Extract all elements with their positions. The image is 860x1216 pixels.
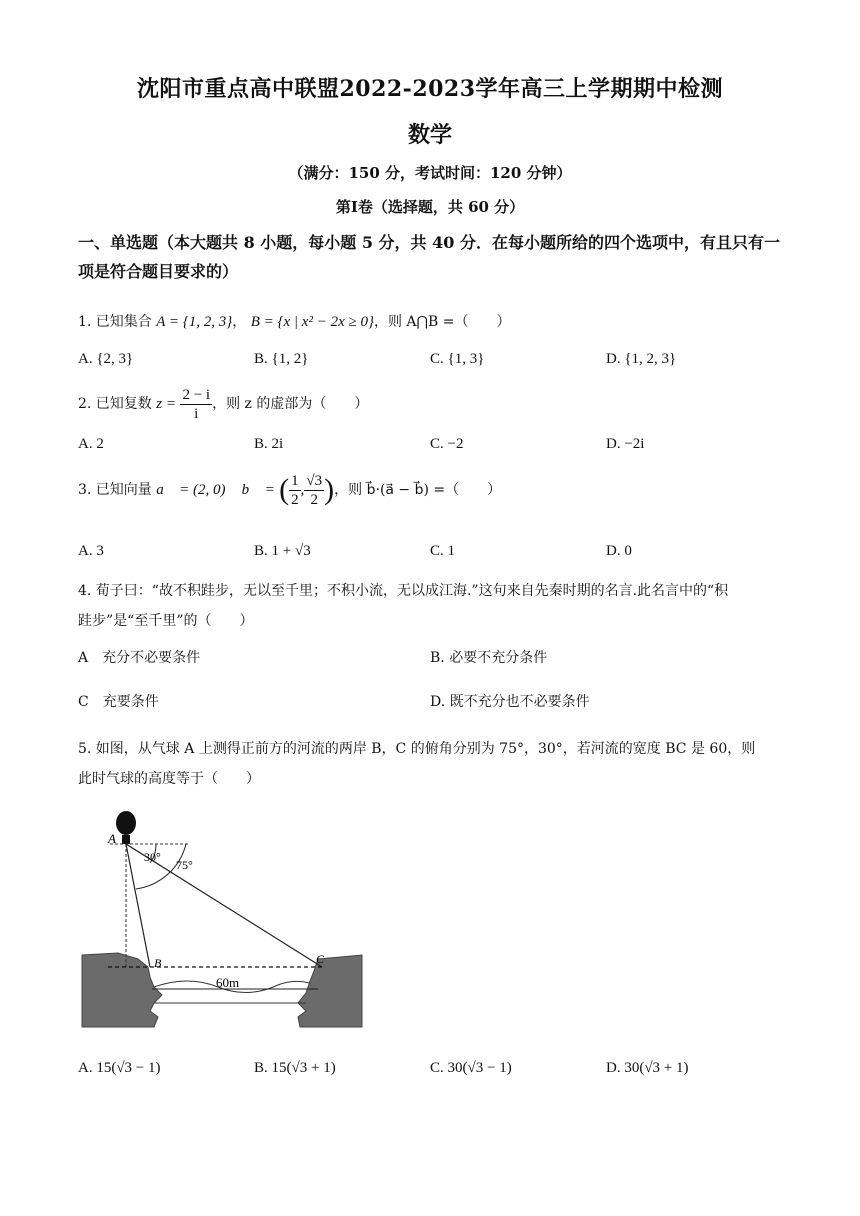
q4-line-1: 4. 荀子曰：“故不积跬步，无以至千里；不积小流，无以成江海.”这句来自先秦时期的名言.此名言中的“积 <box>78 583 729 599</box>
q1-option-d[interactable]: D. {1, 2, 3} <box>606 351 677 367</box>
right-bank <box>298 955 362 1027</box>
label-c: C <box>316 952 325 966</box>
q5-balloon-figure <box>78 805 368 1033</box>
q3-prefix: 3. 已知向量 <box>78 482 152 498</box>
q3-frac1-num: 1 <box>291 472 299 489</box>
q2-option-b[interactable]: B. 2i <box>254 436 284 452</box>
q5-option-d[interactable]: D. 30(√3 + 1) <box>606 1060 689 1076</box>
q3-option-c[interactable]: C. 1 <box>430 543 456 559</box>
q4-line-2: 跬步”是“至千里”的（ ） <box>78 613 254 629</box>
exam-subject: 数学 <box>407 122 452 148</box>
q4-option-c[interactable]: C 充要条件 <box>78 694 159 710</box>
q1-option-a[interactable]: A. {2, 3} <box>78 351 134 367</box>
q3-suffix: ，则 b⃗·(a⃗ − b⃗) =（ ） <box>334 482 502 498</box>
q3-option-d[interactable]: D. 0 <box>606 543 632 559</box>
q3-frac2-num: √3 <box>306 472 323 489</box>
label-angle-75: 75° <box>176 858 193 872</box>
q1-option-b[interactable]: B. {1, 2} <box>254 351 309 367</box>
q1-suffix: ，则 A⋂B =（ ） <box>373 314 511 330</box>
q1-set-b: B = {x | x² − 2x ≥ 0} <box>250 314 374 330</box>
q2-option-a[interactable]: A. 2 <box>78 436 104 452</box>
question-3: 3. 已知向量 a⃗ = (2, 0)， b⃗ = ( $\frac{1}{2}$ , $\frac{√3}{2}$ )，则 b⃗·(a⃗ − b⃗) =（ ） <box>78 472 502 508</box>
q3-fraction-2 <box>304 472 324 509</box>
q4-option-a[interactable]: A 充分不必要条件 <box>78 650 201 666</box>
q3-fraction-1 <box>289 472 301 509</box>
q3-vector-a: a⃗ = (2, 0)， <box>156 482 238 498</box>
label-width: 60m <box>216 975 240 990</box>
q2-numerator: 2 − i <box>182 386 211 403</box>
q3-option-b[interactable]: B. 1 + √3 <box>254 543 311 559</box>
q2-fraction <box>180 386 212 423</box>
exam-info: （满分：150 分，考试时间：120 分钟） <box>288 164 572 182</box>
q3-option-a[interactable]: A. 3 <box>78 543 104 559</box>
question-2 <box>78 385 784 423</box>
q1-set-a: A = {1, 2, 3} <box>156 314 233 330</box>
q2-option-d[interactable]: D. −2i <box>606 436 645 452</box>
q1-prefix: 1. 已知集合 <box>78 314 152 330</box>
q3-vector-b-lhs: b⃗ = <box>241 482 275 498</box>
q2-lhs: z = <box>156 396 176 412</box>
q2-denominator: i <box>194 405 199 422</box>
balloon-icon <box>116 811 136 835</box>
question-1: 1. 已知集合 A = {1, 2, 3}， B = {x | x² − 2x ≥ 0}，则 A⋂B =（ ） <box>78 314 511 330</box>
question-4 <box>78 576 784 636</box>
label-angle-30: 30° <box>144 850 161 864</box>
exam-title: 沈阳市重点高中联盟2022-2023学年高三上学期期中检测 <box>136 76 724 102</box>
q5-option-a[interactable]: A. 15(√3 − 1) <box>78 1060 161 1076</box>
q4-option-b[interactable]: B. 必要不充分条件 <box>430 650 548 666</box>
q4-option-d[interactable]: D. 既不充分也不必要条件 <box>430 694 590 710</box>
q5-line-2: 此时气球的高度等于（ ） <box>78 771 260 787</box>
q5-option-c[interactable]: C. 30(√3 − 1) <box>430 1060 512 1076</box>
q2-option-c[interactable]: C. −2 <box>430 436 464 452</box>
q5-line-1: 5. 如图，从气球 A 上测得正前方的河流的两岸 B，C 的俯角分别为 75°，30°，若河流的宽度 BC 是 60，则 <box>78 741 756 757</box>
section-heading: 一、单选题（本大题共 8 小题，每小题 5 分，共 40 分．在每小题所给的四个选项中，有且只有一项是符合题目要求的） <box>78 233 780 281</box>
q3-frac1-den: 2 <box>291 491 299 508</box>
q3-frac2-den: 2 <box>310 491 319 508</box>
q2-prefix: 2. 已知复数 <box>78 396 152 412</box>
q5-option-b[interactable]: B. 15(√3 + 1) <box>254 1060 336 1076</box>
q2-suffix: ，则 z 的虚部为（ ） <box>212 396 369 412</box>
label-b: B <box>154 956 162 970</box>
exam-part: 第Ⅰ卷（选择题，共 60 分） <box>335 198 525 216</box>
q1-option-c[interactable]: C. {1, 3} <box>430 351 485 367</box>
label-a: A <box>108 831 116 846</box>
balloon-basket <box>122 835 130 844</box>
question-5 <box>78 734 784 794</box>
